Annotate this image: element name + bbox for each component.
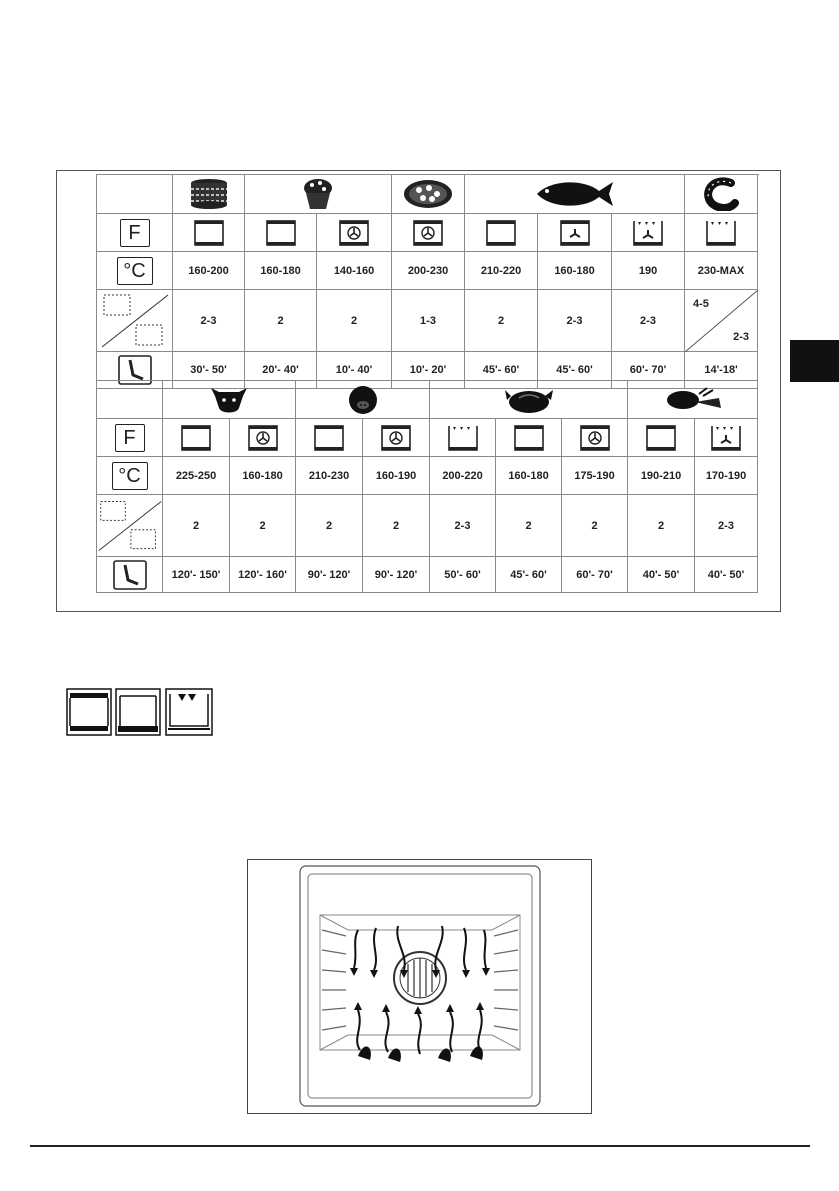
time-cell: 40'- 50' [628,557,695,593]
shelf-position-icon [100,291,170,351]
shelf-cell: 2 [230,495,296,557]
section-tab-marker [790,340,839,382]
time-cell: 45'- 60' [465,352,538,389]
time-cell: 14'-18' [685,352,758,389]
temperature-row [97,252,758,290]
food-cell-pork [296,381,430,419]
time-cell: 90'- 120' [296,557,363,593]
fn-static [496,419,562,457]
shelf-row [97,290,758,352]
shelf-cell: 2 [465,290,538,352]
shelf-cell: 2 [296,495,363,557]
empty-corner [97,175,173,214]
shelf-cell: 2-3 [173,290,245,352]
function-label: F [115,424,145,452]
static-oven-icon [481,218,521,248]
cooking-table-1 [96,174,758,389]
temp-cell: 160-180 [496,457,562,495]
shelf-cell: 1-3 [392,290,465,352]
function-row [97,419,758,457]
static-oven-icon [261,218,301,248]
sausage-icon [701,177,741,211]
shelf-split-cell [685,290,758,352]
shelf-split-bottom: 2-3 [733,331,750,343]
grill-icon [443,423,483,453]
temp-cell: 160-180 [538,252,612,290]
shelf-cell: 2-3 [695,495,758,557]
shelf-cell: 2 [628,495,695,557]
temp-cell: 210-230 [296,457,363,495]
temp-cell: 200-220 [430,457,496,495]
time-cell: 50'- 60' [430,557,496,593]
fn-static [163,419,230,457]
footer-divider [30,1145,810,1147]
fn-grillfan [695,419,758,457]
temperature-label-cell [97,252,173,290]
temperature-label: °C [112,462,148,490]
muffin-icon [300,177,336,211]
temp-cell: 170-190 [695,457,758,495]
fn-fan [363,419,430,457]
shelf-cell: 2-3 [538,290,612,352]
food-cell-fish [465,175,685,214]
function-label: F [120,219,150,247]
legend-icons [66,688,216,738]
food-cell-vegetables [628,381,758,419]
temp-cell: 190 [612,252,685,290]
shelf-split-top: 4-5 [693,298,709,310]
food-cell-muffin [245,175,392,214]
fan-oven-icon [408,218,448,248]
time-cell: 120'- 150' [163,557,230,593]
pizza-icon [401,178,455,210]
fn-static [245,214,317,252]
fan-oven-icon [334,218,374,248]
food-cell-pizza [392,175,465,214]
fn-static [296,419,363,457]
temp-cell: 190-210 [628,457,695,495]
time-cell: 20'- 40' [245,352,317,389]
static-oven-icon [176,423,216,453]
fn-static [173,214,245,252]
shelf-position-icon [97,497,163,555]
function-label-cell [97,214,173,252]
empty-corner [97,381,163,419]
fn-grill [430,419,496,457]
grill-fan-icon [628,218,668,248]
shelf-cell: 2-3 [430,495,496,557]
cooking-table-2 [96,380,758,593]
temp-cell: 160-180 [230,457,296,495]
fn-fan [317,214,392,252]
shelf-label-cell [97,495,163,557]
temp-cell: 175-190 [562,457,628,495]
shelf-cell: 2 [363,495,430,557]
static-oven-icon [309,423,349,453]
time-cell: 90'- 120' [363,557,430,593]
legend-static-icon [67,689,111,735]
time-label-cell [97,557,163,593]
fan-oven-icon [575,423,615,453]
shelf-label-cell [97,290,173,352]
shelf-cell: 2 [163,495,230,557]
fn-fan [392,214,465,252]
time-cell: 10'- 40' [317,352,392,389]
fn-fan [230,419,296,457]
shelf-row [97,495,758,557]
time-cell: 45'- 60' [538,352,612,389]
function-label-cell [97,419,163,457]
fn-fan [562,419,628,457]
shelf-cell: 2 [562,495,628,557]
temp-cell: 230-MAX [685,252,758,290]
static-oven-icon [189,218,229,248]
legend-bottom-heat-icon [116,689,160,735]
temp-cell: 210-220 [465,252,538,290]
chicken-icon [501,384,557,416]
shelf-cell: 2 [496,495,562,557]
beef-icon [207,384,251,416]
shelf-cell: 2-3 [612,290,685,352]
temp-cell: 225-250 [163,457,230,495]
time-cell: 40'- 50' [695,557,758,593]
legend-grill-icon [166,689,212,735]
shelf-cell: 2 [245,290,317,352]
function-legend [66,688,216,743]
temp-cell: 140-160 [317,252,392,290]
fn-fan2 [538,214,612,252]
food-cell-sausage [685,175,758,214]
oven-airflow-diagram [247,859,592,1114]
food-cell-beef [163,381,296,419]
temp-cell: 160-200 [173,252,245,290]
time-cell: 45'- 60' [496,557,562,593]
time-row [97,557,758,593]
temperature-row [97,457,758,495]
time-cell: 60'- 70' [562,557,628,593]
static-oven-icon [509,423,549,453]
static-oven-icon [641,423,681,453]
food-icon-row [97,381,758,419]
time-cell: 30'- 50' [173,352,245,389]
fn-static [628,419,695,457]
food-icon-row [97,175,758,214]
fan-oven-icon [376,423,416,453]
function-row [97,214,758,252]
temperature-label: °C [117,257,153,285]
food-cell-cake [173,175,245,214]
fan-oven-icon [243,423,283,453]
fn-static [465,214,538,252]
temp-cell: 160-180 [245,252,317,290]
food-cell-chicken [430,381,628,419]
cake-icon [185,177,233,211]
vegetables-icon [661,386,725,414]
temp-cell: 200-230 [392,252,465,290]
fan-assisted-icon [555,218,595,248]
grill-icon [701,218,741,248]
time-cell: 10'- 20' [392,352,465,389]
temp-cell: 160-190 [363,457,430,495]
grill-fan-icon [706,423,746,453]
oven-cavity-illustration [248,860,591,1113]
time-cell: 120'- 160' [230,557,296,593]
fn-grillfan [612,214,685,252]
fn-grill [685,214,758,252]
shelf-cell: 2 [317,290,392,352]
fish-icon [533,179,617,209]
time-cell: 60'- 70' [612,352,685,389]
pork-icon [346,384,380,416]
clock-icon [110,560,150,590]
temperature-label-cell [97,457,163,495]
